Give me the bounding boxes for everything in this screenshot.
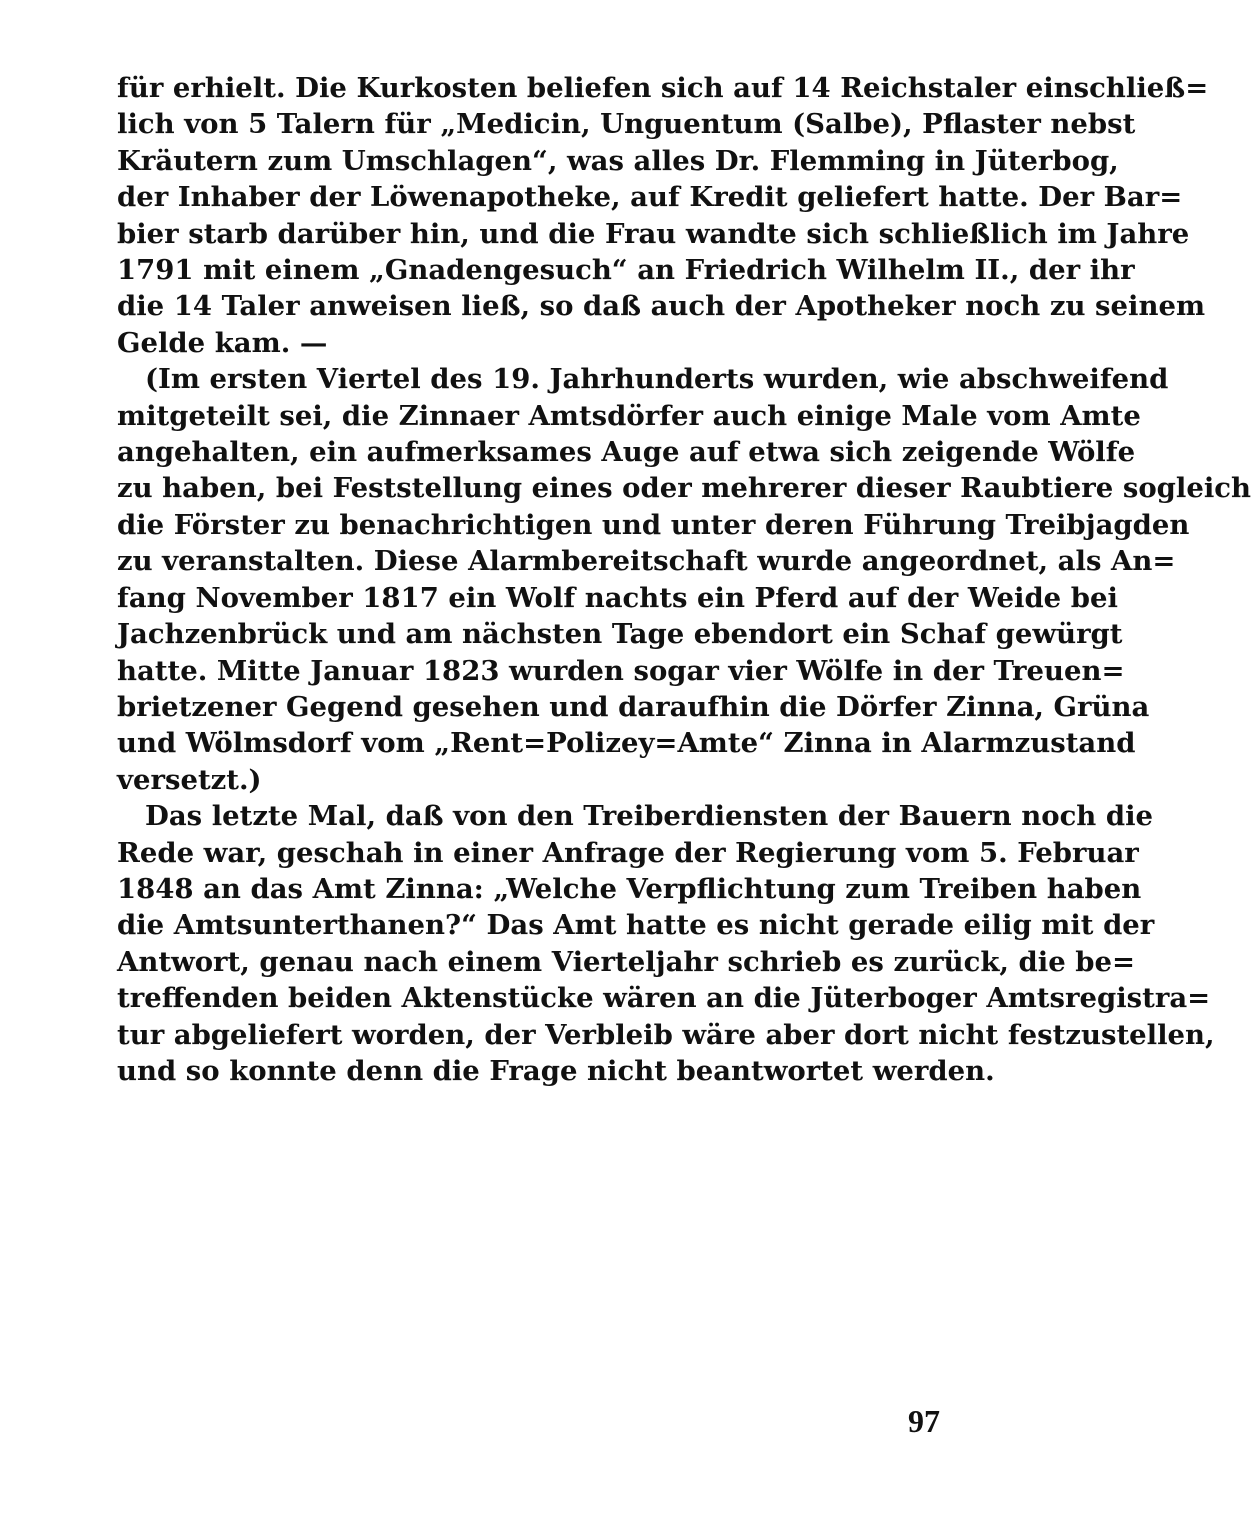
text-line: lich von 5 Talern für „Medicin, Unguentum (Salbe), Pflaster nebst (117, 108, 1136, 141)
text-line: Rede war, geschah in einer Anfrage der Regierung vom 5. Februar (117, 836, 1139, 869)
text-line: (Im ersten Viertel des 19. Jahrhunderts wurden, wie abschweifend (145, 363, 1169, 396)
text-line: die 14 Taler anweisen ließ, so daß auch der Apotheker noch zu seinem (117, 290, 1206, 323)
text-line: brietzener Gegend gesehen und daraufhin die Dörfer Zinna, Grüna (117, 690, 1150, 723)
text-line: Gelde kam. — (117, 326, 328, 359)
text-line: die Amtsunterthanen?“ Das Amt hatte es nicht gerade eilig mit der (117, 909, 1155, 942)
text-line: zu haben, bei Feststellung eines oder mehrerer dieser Raubtiere sogleich (117, 472, 1251, 505)
text-line: Antwort, genau nach einem Vierteljahr schrieb es zurück, die be= (117, 945, 1136, 978)
text-line: und Wölmsdorf vom „Rent=Polizey=Amte“ Zinna in Alarmzustand (117, 727, 1136, 760)
paragraph (117, 361, 1251, 798)
text-line: 1848 an das Amt Zinna: „Welche Verpflichtung zum Treiben haben (117, 872, 1142, 905)
text-line: mitgeteilt sei, die Zinnaer Amtsdörfer auch einige Male vom Amte (117, 399, 1141, 432)
text-line: hatte. Mitte Januar 1823 wurden sogar vier Wölfe in der Treuen= (117, 654, 1125, 687)
page-number: 97 (908, 1403, 940, 1439)
text-line: für erhielt. Die Kurkosten beliefen sich auf 14 Reichstaler einschließ= (117, 72, 1209, 104)
text-line: fang November 1817 ein Wolf nachts ein Pferd auf der Weide bei (117, 581, 1118, 614)
text-line: angehalten, ein aufmerksames Auge auf etwa sich zeigende Wölfe (117, 436, 1136, 469)
paragraph (117, 798, 1215, 1089)
text-line: der Inhaber der Löwenapotheke, auf Kredit geliefert hatte. Der Bar= (117, 181, 1183, 214)
page-body (117, 70, 1251, 1089)
text-line: tur abgeliefert worden, der Verbleib wäre aber dort nicht festzustellen, (117, 1018, 1215, 1051)
text-line: Jachzenbrück und am nächsten Tage ebendort ein Schaf gewürgt (117, 618, 1123, 651)
text-line: Das letzte Mal, daß von den Treiberdiensten der Bauern noch die (145, 800, 1154, 833)
text-line: versetzt.) (117, 763, 262, 796)
text-line: die Förster zu benachrichtigen und unter deren Führung Treibjagden (117, 508, 1190, 541)
text-line: und so konnte denn die Frage nicht beantwortet werden. (117, 1054, 995, 1087)
text-line: 1791 mit einem „Gnadengesuch“ an Friedrich Wilhelm II., der ihr (117, 254, 1135, 287)
text-line: bier starb darüber hin, und die Frau wandte sich schließlich im Jahre (117, 217, 1190, 250)
text-line: treffenden beiden Aktenstücke wären an die Jüterboger Amtsregistra= (117, 982, 1211, 1015)
paragraph (117, 70, 1209, 361)
text-line: zu veranstalten. Diese Alarmbereitschaft wurde angeordnet, als An= (117, 545, 1176, 578)
text-line: Kräutern zum Umschlagen“, was alles Dr. Flemming in Jüterbog, (117, 144, 1119, 177)
text-block (117, 70, 1251, 1089)
